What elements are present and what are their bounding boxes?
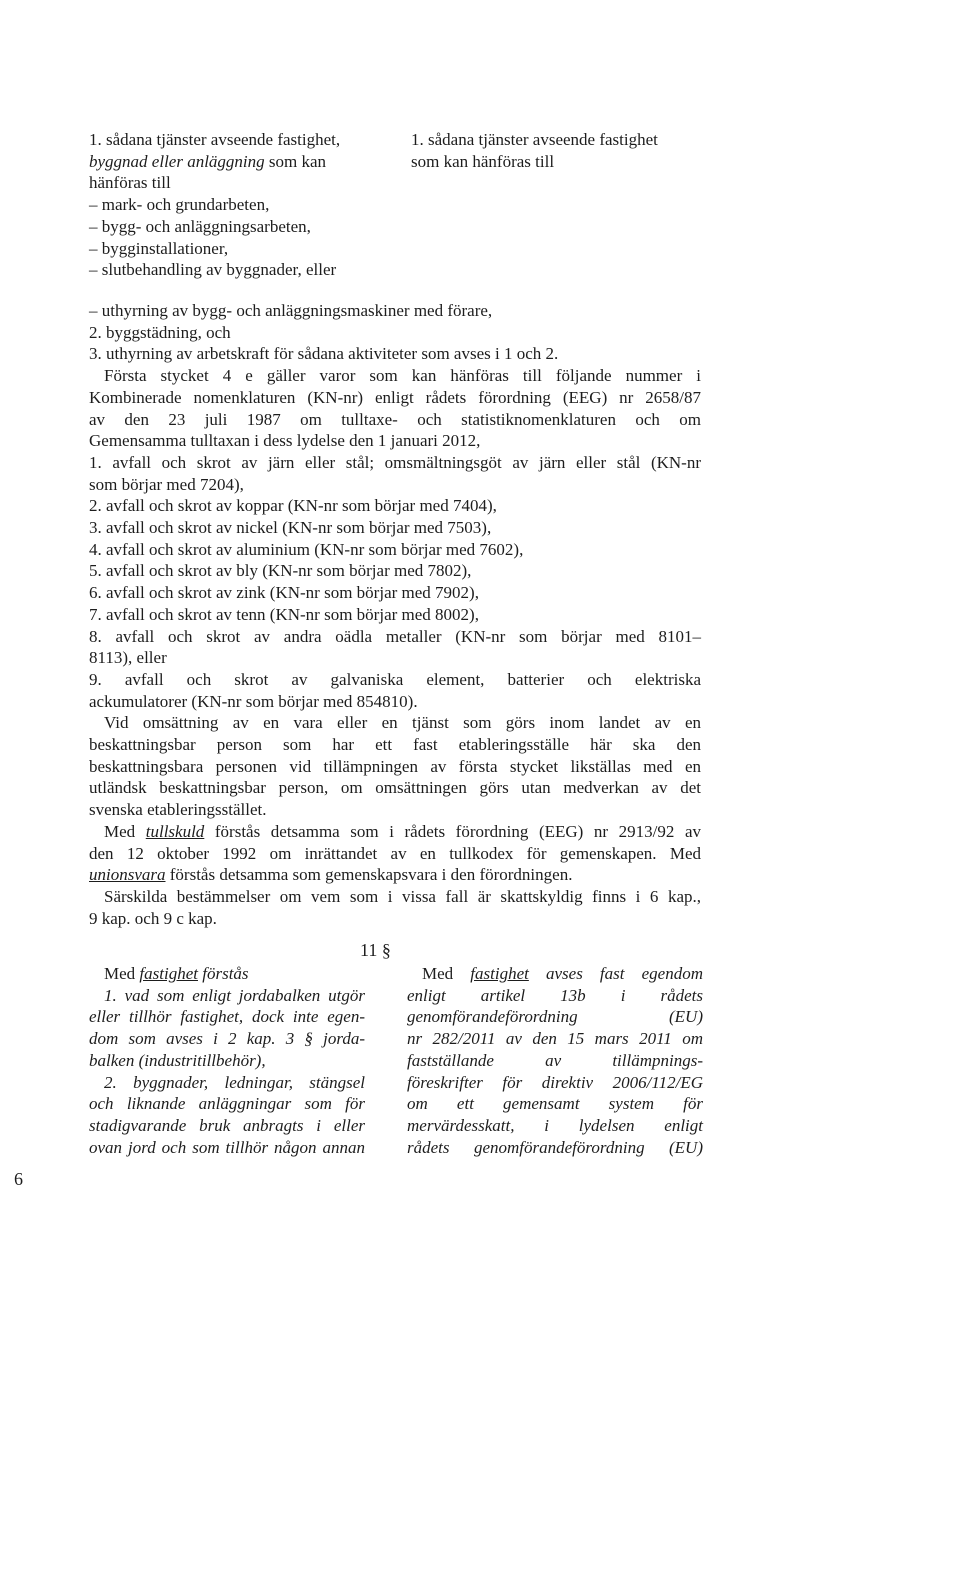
- text-line: utländsk beskattningsbar person, om omsättningen görs utan medverkan av det: [89, 778, 701, 798]
- text-line: beskattningsbar person som har ett fast etableringsställe här ska den: [89, 735, 701, 755]
- text-line: 4. avfall och skrot av aluminium (KN-nr som börjar med 7602),: [89, 539, 524, 559]
- text-line: genomförandeförordning (EU): [407, 1007, 703, 1027]
- text-line: Kombinerade nomenklaturen (KN-nr) enligt rådets förordning (EEG) nr 2658/87: [89, 387, 701, 407]
- text-line: 1. vad som enligt jordabalken utgör: [104, 985, 365, 1005]
- text-segment: Med: [104, 964, 140, 983]
- text-line: 1. sådana tjänster avseende fastighet,: [89, 130, 341, 149]
- text-line: svenska etableringsstället.: [89, 800, 267, 820]
- defined-term: fastighet: [470, 964, 529, 983]
- text-line: [89, 151, 399, 173]
- text-segment: som kan: [264, 151, 327, 171]
- body-text: [89, 300, 701, 929]
- top-right-column: [411, 129, 707, 172]
- text-line: 9. avfall och skrot av galvaniska element, batterier och elektriska: [89, 669, 701, 689]
- text-line: av den 23 juli 1987 om tulltaxe- och statistiknomenklaturen och om: [89, 409, 701, 429]
- text-segment: förstås detsamma som gemenskapsvara i den förordningen.: [165, 865, 573, 885]
- defined-term: tullskuld: [145, 821, 205, 841]
- text-line: ovan jord och som tillhör någon annan: [89, 1137, 365, 1157]
- text-line: Vid omsättning av en vara eller en tjänst som görs inom landet av en: [104, 713, 701, 733]
- text-line: som kan hänföras till: [411, 151, 555, 171]
- text-line: [407, 963, 703, 985]
- text-segment: förstås: [197, 964, 249, 983]
- text-line: och liknande anläggningar som för: [89, 1094, 365, 1114]
- text-line: 9 kap. och 9 c kap.: [89, 908, 217, 928]
- text-line: hänföras till: [89, 173, 171, 193]
- text-line: 1. sådana tjänster avseende fastighet: [411, 130, 658, 149]
- text-line: enligt artikel 13b i rådets: [407, 985, 703, 1005]
- text-line: om ett gemensamt system för: [407, 1094, 703, 1114]
- text-line: eller tillhör fastighet, dock inte egen-: [89, 1007, 365, 1027]
- text-line: [89, 821, 701, 843]
- list-item: – slutbehandling av byggnader, eller: [89, 260, 337, 280]
- defined-term: fastighet: [139, 964, 198, 983]
- text-line: balken (industritillbehör),: [89, 1050, 266, 1070]
- bottom-left-column: [89, 963, 365, 1158]
- text-line: 8113), eller: [89, 648, 167, 668]
- text-line: [89, 963, 365, 985]
- text-segment: förstås detsamma som i rådets förordning (EEG) nr 2913/92 av: [204, 821, 701, 841]
- text-line: dom som avses i 2 kap. 3 § jorda-: [89, 1029, 365, 1049]
- defined-term: unionsvara: [89, 865, 166, 885]
- text-segment: Med: [422, 964, 471, 983]
- list-item: – mark- och grundarbeten,: [89, 195, 270, 215]
- text-line: [89, 864, 701, 886]
- text-line: mervärdesskatt, i lydelsen enligt: [407, 1115, 703, 1135]
- text-line: rådets genomförandeförordning (EU): [407, 1137, 703, 1157]
- section-heading: 11 §: [360, 940, 391, 960]
- text-line: 2. byggnader, ledningar, stängsel: [104, 1072, 365, 1092]
- text-line: stadigvarande bruk anbragts i eller: [89, 1115, 365, 1135]
- text-line: 7. avfall och skrot av tenn (KN-nr som börjar med 8002),: [89, 604, 479, 624]
- list-item: – bygginstallationer,: [89, 238, 229, 258]
- text-line: föreskrifter för direktiv 2006/112/EG: [407, 1072, 703, 1092]
- list-item: – bygg- och anläggningsarbeten,: [89, 216, 311, 236]
- text-line: 1. avfall och skrot av järn eller stål; omsmältningsgöt av järn eller stål (KN-nr: [89, 452, 701, 472]
- text-line: 3. uthyrning av arbetskraft för sådana aktiviteter som avses i 1 och 2.: [89, 344, 559, 364]
- text-line: 5. avfall och skrot av bly (KN-nr som börjar med 7802),: [89, 561, 472, 581]
- text-line: 6. avfall och skrot av zink (KN-nr som börjar med 7902),: [89, 583, 479, 603]
- page-number: 6: [14, 1169, 23, 1189]
- text-line: ackumulatorer (KN-nr som börjar med 854810).: [89, 691, 418, 711]
- text-line: 3. avfall och skrot av nickel (KN-nr som börjar med 7503),: [89, 518, 492, 538]
- text-line: fastställande av tillämpnings-: [407, 1050, 703, 1070]
- top-left-column: [89, 129, 399, 281]
- text-line: den 12 oktober 1992 om inrättandet av en tullkodex för gemenskapen. Med: [89, 843, 701, 863]
- text-line: Första stycket 4 e gäller varor som kan hänföras till följande nummer i: [104, 366, 701, 386]
- text-segment: Med: [104, 821, 146, 841]
- text-line: Gemensamma tulltaxan i dess lydelse den 1 januari 2012,: [89, 431, 481, 451]
- text-line: 8. avfall och skrot av andra oädla metaller (KN-nr som börjar med 8101–: [89, 626, 701, 646]
- text-line: nr 282/2011 av den 15 mars 2011 om: [407, 1029, 703, 1049]
- bottom-right-column: [407, 963, 703, 1158]
- text-line: beskattningsbara personen vid tillämpningen av första stycket likställas med en: [89, 756, 701, 776]
- text-line: som börjar med 7204),: [89, 474, 244, 494]
- italic-text: byggnad eller anläggning: [89, 151, 265, 171]
- text-line: Särskilda bestämmelser om vem som i vissa fall är skattskyldig finns i 6 kap.,: [104, 886, 701, 906]
- text-line: – uthyrning av bygg- och anläggningsmaskiner med förare,: [89, 301, 493, 320]
- text-segment: avses fast egendom: [528, 964, 703, 983]
- text-line: 2. avfall och skrot av koppar (KN-nr som börjar med 7404),: [89, 496, 497, 516]
- text-line: 2. byggstädning, och: [89, 322, 231, 342]
